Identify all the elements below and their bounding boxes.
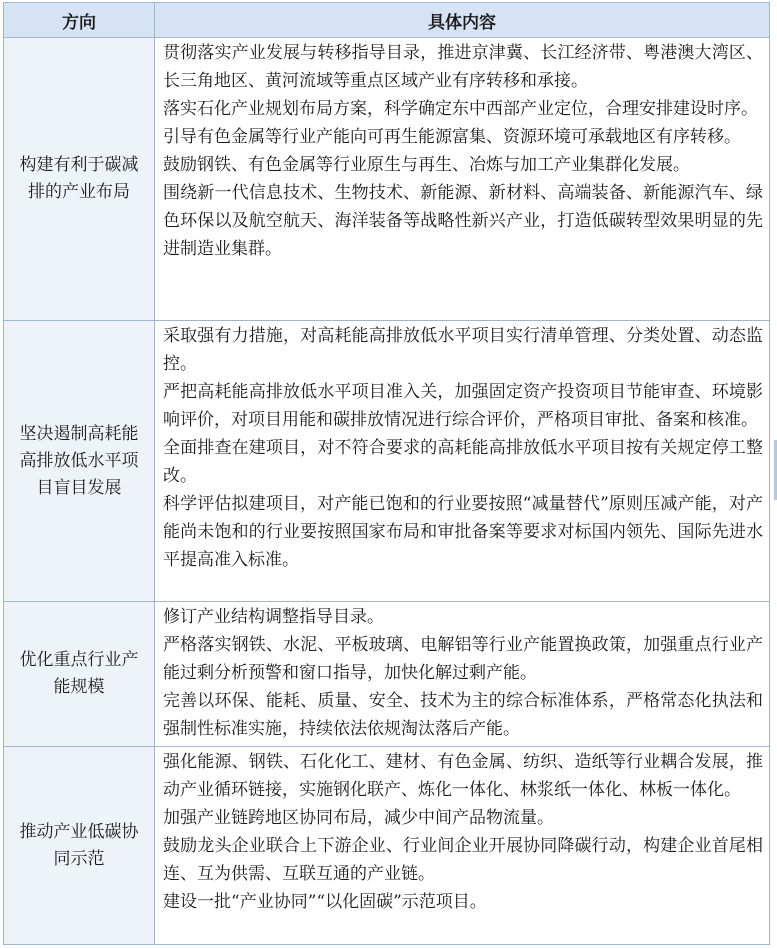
table-row [4, 602, 770, 747]
header-content: 具体内容 [155, 3, 770, 38]
table-row [4, 747, 770, 945]
direction-cell: 优化重点行业产能规模 [4, 602, 155, 747]
content-item: 贯彻落实产业发展与转移指导目录，推进京津冀、长江经济带、粤港澳大湾区、长三角地区、黄河流域等重点区域产业有序转移和承接。 [163, 43, 763, 91]
content-item: 严格落实钢铁、水泥、平板玻璃、电解铝等行业产能置换政策，加强重点行业产能过剩分析预警和窗口指导，加快化解过剩产能。 [163, 635, 763, 683]
content-item: 强化能源、钢铁、石化化工、建材、有色金属、纺织、造纸等行业耦合发展，推动产业循环链接，实施钢化联产、炼化一体化、林浆纸一体化、林板一体化。 [163, 752, 763, 800]
content-item: 围绕新一代信息技术、生物技术、新能源、新材料、高端装备、新能源汽车、绿色环保以及航空航天、海洋装备等战略性新兴产业，打造低碳转型效果明显的先进制造业集群。 [163, 183, 763, 259]
table-row [4, 38, 770, 321]
header-row [4, 3, 770, 38]
content-cell [155, 38, 770, 321]
content-item: 采取强有力措施，对高耗能高排放低水平项目实行清单管理、分类处置、动态监控。 [163, 326, 763, 374]
direction-cell: 坚决遏制高耗能高排放低水平项目盲目发展 [4, 321, 155, 602]
policy-table [3, 2, 770, 945]
header-direction: 方向 [4, 3, 155, 38]
content-item: 鼓励钢铁、有色金属等行业原生与再生、冶炼与加工产业集群化发展。 [163, 155, 690, 175]
content-item: 修订产业结构调整指导目录。 [163, 607, 384, 627]
content-item: 全面排查在建项目，对不符合要求的高耗能高排放低水平项目按有关规定停工整改。 [163, 438, 763, 486]
content-item: 加强产业链跨地区协同布局，减少中间产品物流量。 [163, 808, 554, 828]
content-cell [155, 747, 770, 945]
content-item: 鼓励龙头企业联合上下游企业、行业间企业开展协同降碳行动，构建企业首尾相连、互为供需、互联互通的产业链。 [163, 836, 763, 884]
content-item: 严把高耗能高排放低水平项目准入关，加强固定资产投资项目节能审查、环境影响评价，对项目用能和碳排放情况进行综合评价，严格项目审批、备案和核准。 [163, 382, 763, 430]
table-row [4, 321, 770, 602]
content-cell [155, 602, 770, 747]
content-item: 落实石化产业规划布局方案，科学确定东中西部产业定位，合理安排建设时序。 [163, 99, 758, 119]
content-cell [155, 321, 770, 602]
direction-cell: 构建有利于碳减排的产业布局 [4, 38, 155, 321]
content-item: 完善以环保、能耗、质量、安全、技术为主的综合标准体系，严格常态化执法和强制性标准实施，持续依法依规淘汰落后产能。 [163, 691, 763, 739]
direction-cell: 推动产业低碳协同示范 [4, 747, 155, 945]
content-item: 建设一批“产业协同”“以化固碳”示范项目。 [163, 892, 487, 912]
content-item: 引导有色金属等行业产能向可再生能源富集、资源环境可承载地区有序转移。 [163, 127, 741, 147]
content-item: 科学评估拟建项目，对产能已饱和的行业要按照“减量替代”原则压减产能，对产能尚未饱和的行业要按照国家布局和审批备案等要求对标国内领先、国际先进水平提高准入标准。 [163, 494, 763, 570]
